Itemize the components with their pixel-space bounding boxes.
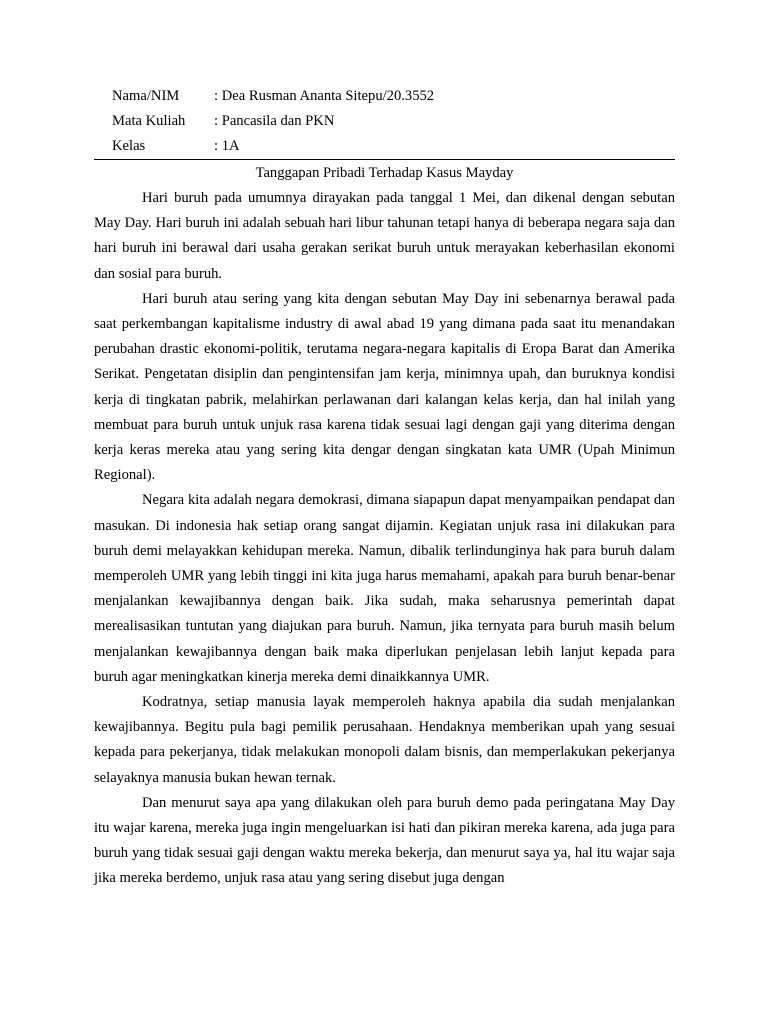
student-info-row-name <box>94 84 675 109</box>
name-value: : Dea Rusman Ananta Sitepu/20.3552 <box>214 88 435 104</box>
document-title: Tanggapan Pribadi Terhadap Kasus Mayday <box>255 165 514 181</box>
student-info-row-class <box>94 134 675 159</box>
name-label: Nama/NIM <box>112 88 180 104</box>
student-info-row-course <box>94 109 675 134</box>
paragraph: Negara kita adalah negara demokrasi, dimana siapapun dapat menyampaikan pendapat dan masukan. Di indonesia hak setiap orang sangat dijamin. Kegiatan unjuk rasa ini dilakukan para buruh demi melayakkan kehidupan mereka. Namun, dibalik terlindunginya hak para buruh dalam memperoleh UMR yang lebih tinggi ini kita juga harus memahami, apakah para buruh benar-benar menjalankan kewajibannya dengan baik. Jika sudah, maka seharusnya pemerintah dapat merealisasikan tuntutan yang diajukan para buruh. Namun, jika ternyata para buruh masih belum menjalankan kewajibannya dengan baik maka diperlukan penjelasan lebih lanjut kepada para buruh agar meningkatkan kinerja mereka demi dinaikkannya UMR. <box>94 492 675 685</box>
course-label: Mata Kuliah <box>112 113 186 129</box>
paragraph: Kodratnya, setiap manusia layak memperoleh haknya apabila dia sudah menjalankan kewajibannya. Begitu pula bagi pemilik perusahaan. Hendaknya memberikan upah yang sesuai kepada para pekerjanya, tidak melakukan monopoli dalam bisnis, dan memperlakukan pekerjanya selayaknya manusia bukan hewan ternak. <box>94 694 675 786</box>
class-label: Kelas <box>112 138 146 154</box>
student-info-table <box>94 84 675 160</box>
paragraph: Dan menurut saya apa yang dilakukan oleh para buruh demo pada peringatana May Day itu wajar karena, mereka juga ingin mengeluarkan isi hati dan pikiran mereka karena, ada juga para buruh yang tidak sesuai gaji dengan waktu mereka bekerja, dan menurut saya ya, hal itu wajar saja jika mereka berdemo, unjuk rasa atau yang sering disebut juga dengan <box>94 794 675 887</box>
paragraph: Hari buruh atau sering yang kita dengan sebutan May Day ini sebenarnya berawal pada saat perkembangan kapitalisme industry di awal abad 19 yang dimana pada saat itu menandakan perubahan drastic ekonomi-politik, terutama negara-negara kapitalis di Eropa Barat dan Amerika Serikat. Pengetatan disiplin dan pengintensifan jam kerja, minimnya upah, dan buruknya kondisi kerja di tingkatan pabrik, melahirkan perlawanan dari kalangan kelas kerja, dan hal inilah yang membuat para buruh untuk unjuk rasa karena tidak sesuai lagi dengan gaji yang diterima dengan kerja keras mereka atau yang sering kita dengar dengan singkatan kata UMR (Upah Minimun Regional). <box>94 290 675 484</box>
document-body <box>94 186 675 892</box>
course-value: : Pancasila dan PKN <box>214 113 335 129</box>
class-value: : 1A <box>214 138 240 154</box>
paragraph: Hari buruh pada umumnya dirayakan pada tanggal 1 Mei, dan dikenal dengan sebutan May Day. Hari buruh ini adalah sebuah hari libur tahunan tetapi hanya di beberapa negara saja dan hari buruh ini berawal dari usaha gerakan serikat buruh untuk merayakan keberhasilan ekonomi dan sosial para buruh. <box>94 190 675 282</box>
